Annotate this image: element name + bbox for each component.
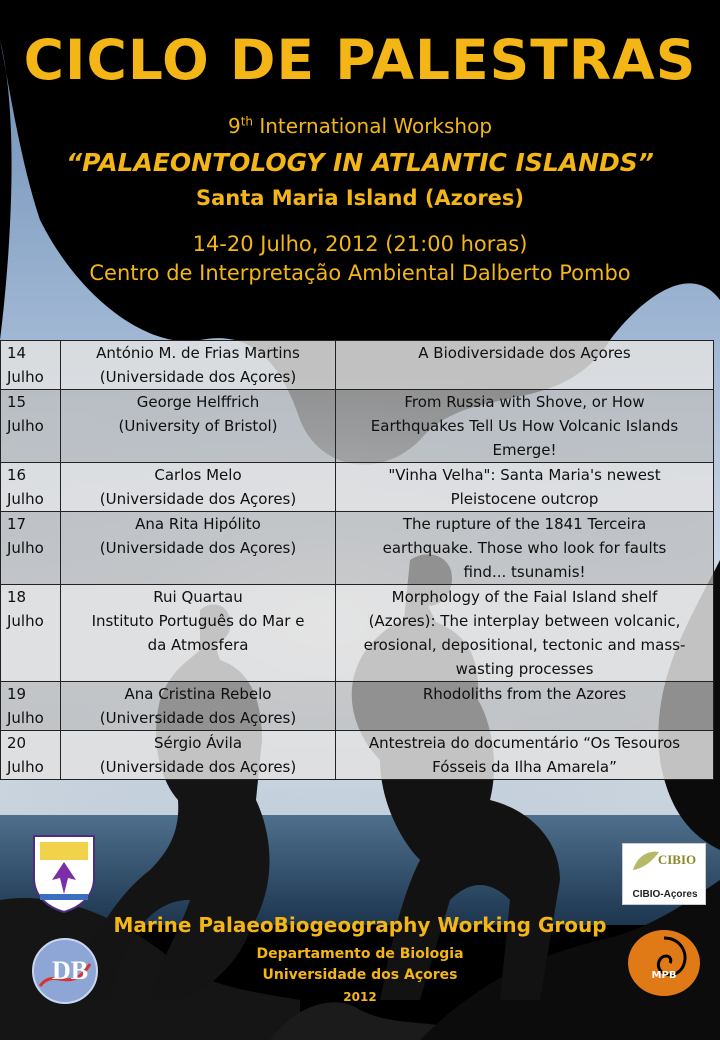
speaker-name: António M. de Frias Martins [96,344,300,362]
speaker-name: George Helffrich [136,393,260,411]
university-azores-logo [30,832,98,914]
talk-title-line: From Russia with Shove, or How [404,393,645,411]
talk-title-line: A Biodiversidade dos Açores [418,344,631,362]
schedule-month: Julho [7,490,44,508]
schedule-row [1,682,714,731]
biology-logo-mark: DB [52,956,89,985]
speaker-affiliation: (Universidade dos Açores) [99,368,297,386]
schedule-date [1,682,61,731]
speaker-name: Ana Cristina Rebelo [124,685,272,703]
schedule-table [0,340,714,780]
talk-title-line: find... tsunamis! [463,563,586,581]
schedule-day: 20 [7,734,27,752]
schedule-day: 17 [7,515,27,533]
schedule-row [1,341,714,390]
talk-title-line: (Azores): The interplay between volcanic, [368,612,681,630]
location: Santa Maria Island (Azores) [195,186,525,210]
talk-title-line: "Vinha Velha": Santa Maria's newest [388,466,661,484]
schedule-month: Julho [7,612,44,630]
talk-title-cell [336,341,714,390]
speaker-name: Rui Quartau [153,588,243,606]
talk-title-cell [336,731,714,780]
poster-title: CICLO DE PALESTRAS [23,28,697,92]
workshop-ordinal-suffix: th [240,114,253,129]
workshop-line [0,114,720,138]
schedule-day: 18 [7,588,27,606]
schedule-month: Julho [7,758,44,776]
schedule-date [1,512,61,585]
talk-title-line: The rupture of the 1841 Terceira [402,515,647,533]
speaker-affiliation: (Universidade dos Açores) [99,758,297,776]
schedule-month: Julho [7,709,44,727]
speaker-affiliation: da Atmosfera [147,636,249,654]
talk-title-cell [336,512,714,585]
talk-title-line: Fósseis da Ilha Amarela” [432,758,617,776]
schedule-day: 16 [7,466,27,484]
schedule-day: 14 [7,344,27,362]
speaker-name: Ana Rita Hipólito [135,515,261,533]
schedule-speaker-cell [61,731,336,780]
poster-year: 2012 [343,990,377,1004]
university-name: Universidade dos Açores [262,967,458,983]
talk-title-line: Earthquakes Tell Us How Volcanic Islands [370,417,679,435]
talk-title-line: earthquake. Those who look for faults [382,539,667,557]
department-name: Departamento de Biologia [256,946,464,962]
schedule-body [1,341,714,780]
talk-title-line: Morphology of the Faial Island shelf [391,588,658,606]
schedule-date [1,341,61,390]
working-group-name: Marine PalaeoBiogeography Working Group [113,913,607,937]
schedule-month: Julho [7,539,44,557]
workshop-ordinal: 9 [227,114,241,138]
speaker-affiliation: (University of Bristol) [118,417,278,435]
talk-title-line: Pleistocene outcrop [450,490,599,508]
schedule-date [1,585,61,682]
schedule-date [1,463,61,512]
schedule-month: Julho [7,417,44,435]
speaker-name: Sérgio Ávila [153,734,243,752]
schedule-row [1,463,714,512]
talk-title-line: Emerge! [492,441,557,459]
university-crest-icon [30,832,98,914]
schedule-month: Julho [7,368,44,386]
cibio-logo-label: CIBIO-Açores [632,889,698,900]
workshop-name: International Workshop [259,114,493,138]
schedule-day: 19 [7,685,27,703]
speaker-affiliation: Instituto Português do Mar e [91,612,305,630]
event-dates: 14-20 Julho, 2012 (21:00 horas) [192,232,528,256]
cibio-logo-mark: CIBIO [657,852,697,867]
talk-title-cell [336,463,714,512]
schedule-day: 15 [7,393,27,411]
schedule-row [1,731,714,780]
talk-title-cell [336,585,714,682]
schedule-row [1,390,714,463]
schedule-date [1,731,61,780]
talk-title-line: erosional, depositional, tectonic and mass- [363,636,686,654]
schedule-date [1,390,61,463]
talk-title-line: Rhodoliths from the Azores [422,685,627,703]
speaker-affiliation: (Universidade dos Açores) [99,539,297,557]
talk-title-line: wasting processes [455,660,594,678]
speaker-affiliation: (Universidade dos Açores) [99,490,297,508]
schedule-speaker-cell [61,341,336,390]
schedule-speaker-cell [61,512,336,585]
workshop-theme: “PALAEONTOLOGY IN ATLANTIC ISLANDS” [66,148,654,177]
talk-title-cell [336,390,714,463]
talk-title-line: Antestreia do documentário “Os Tesouros [368,734,681,752]
schedule-row [1,585,714,682]
schedule-speaker-cell [61,585,336,682]
schedule-row [1,512,714,585]
schedule-speaker-cell [61,390,336,463]
talk-title-cell [336,682,714,731]
mpb-logo [626,928,702,998]
mpb-logo-label: MPB [651,970,677,981]
schedule-speaker-cell [61,682,336,731]
cibio-logo [622,843,706,905]
ammonite-icon [626,928,702,998]
schedule-speaker-cell [61,463,336,512]
venue: Centro de Interpretação Ambiental Dalberto Pombo [89,261,631,285]
speaker-affiliation: (Universidade dos Açores) [99,709,297,727]
speaker-name: Carlos Melo [154,466,242,484]
